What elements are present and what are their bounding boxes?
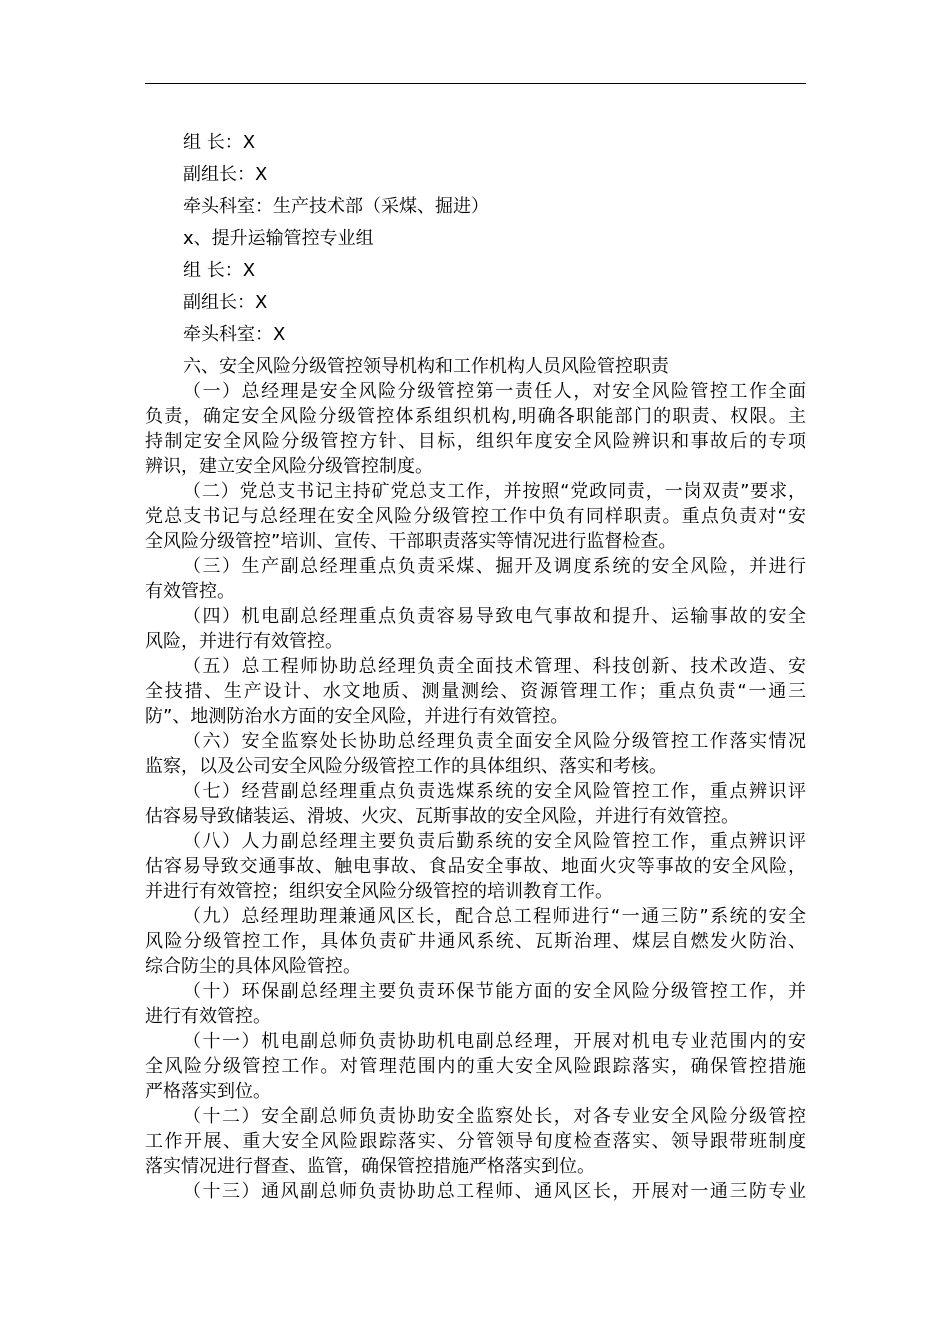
- roster-line: 组 长：X: [183, 260, 256, 281]
- roster-line: 牵头科室：生产技术部（采煤、掘进）: [183, 196, 489, 217]
- paragraph-line: 估容易导致储装运、滑坡、火灾、瓦斯事故的安全风险，并进行有效管控。: [145, 806, 739, 827]
- paragraph-line: 负责，确定安全风险分级管控体系组织机构,明确各职能部门的职责、权限。主: [145, 406, 806, 427]
- paragraph-line: 持制定安全风险分级管控方针、目标，组织年度安全风险辨识和事故后的专项: [145, 431, 806, 452]
- paragraph-line: （八）人力副总经理主要负责后勤系统的安全风险管控工作，重点辨识评: [183, 831, 806, 852]
- paragraph-line: 全技措、生产设计、水文地质、测量测绘、资源管理工作；重点负责“一通三: [145, 681, 806, 702]
- paragraph-line: （四）机电副总经理重点负责容易导致电气事故和提升、运输事故的安全: [183, 606, 806, 627]
- paragraph-line: （十二）安全副总师负责协助安全监察处长，对各专业安全风险分级管控: [183, 1106, 806, 1127]
- roster-line: 副组长：X: [183, 164, 268, 185]
- paragraph-line: 落实情况进行督查、监管，确保管控措施严格落实到位。: [145, 1156, 595, 1177]
- paragraph-line: 全风险分级管控”培训、宣传、干部职责落实等情况进行监督检查。: [145, 531, 677, 552]
- paragraph-line: （七）经营副总经理重点负责选煤系统的安全风险管控工作，重点辨识评: [183, 781, 806, 802]
- paragraph-line: 党总支书记与总经理在安全风险分级管控工作中负有同样职责。重点负责对“安: [145, 506, 806, 527]
- paragraph-line: 风险，并进行有效管控。: [145, 631, 343, 652]
- paragraph-line: 风险分级管控工作，具体负责矿井通风系统、瓦斯治理、煤层自燃发火防治、: [145, 931, 806, 952]
- roster-line: x、提升运输管控专业组: [183, 228, 374, 249]
- paragraph-line: 有效管控。: [145, 581, 235, 602]
- roster-line: 组 长：X: [183, 132, 256, 153]
- paragraph-line: （九）总经理助理兼通风区长，配合总工程师进行“一通三防”系统的安全: [183, 906, 806, 927]
- paragraph-line: （十一）机电副总师负责协助机电副总经理，开展对机电专业范围内的安: [183, 1031, 806, 1052]
- paragraph-line: （一）总经理是安全风险分级管控第一责任人，对安全风险管控工作全面: [183, 381, 806, 402]
- paragraph-line: （六）安全监察处长协助总经理负责全面安全风险分级管控工作落实情况: [183, 731, 806, 752]
- paragraph-line: 并进行有效管控；组织安全风险分级管控的培训教育工作。: [145, 881, 613, 902]
- paragraph-line: （五）总工程师协助总经理负责全面技术管理、科技创新、技术改造、安: [183, 656, 806, 677]
- roster-line: 牵头科室：X: [183, 324, 286, 345]
- paragraph-line: 严格落实到位。: [145, 1081, 271, 1102]
- paragraph-line: （十三）通风副总师负责协助总工程师、通风区长，开展对一通三防专业: [183, 1181, 806, 1202]
- paragraph-line: 综合防尘的具体风险管控。: [145, 956, 361, 977]
- paragraph-line: 进行有效管控。: [145, 1006, 271, 1027]
- paragraph-line: 防”、地测防治水方面的安全风险，并进行有效管控。: [145, 706, 569, 727]
- paragraph-line: （三）生产副总经理重点负责采煤、掘开及调度系统的安全风险，并进行: [183, 556, 806, 577]
- paragraph-line: 全风险分级管控工作。对管理范围内的重大安全风险跟踪落实，确保管控措施: [145, 1056, 806, 1077]
- paragraph-line: （十）环保副总经理主要负责环保节能方面的安全风险分级管控工作，并: [183, 981, 806, 1002]
- paragraph-line: 工作开展、重大安全风险跟踪落实、分管领导旬度检查落实、领导跟带班制度: [145, 1131, 806, 1152]
- paragraph-line: 监察，以及公司安全风险分级管控工作的具体组织、落实和考核。: [145, 756, 667, 777]
- header-rule: [145, 83, 806, 84]
- roster-line: 副组长：X: [183, 292, 268, 313]
- section-heading: 六、安全风险分级管控领导机构和工作机构人员风险管控职责: [183, 356, 669, 377]
- paragraph-line: 估容易导致交通事故、触电事故、食品安全事故、地面火灾等事故的安全风险，: [145, 856, 806, 877]
- paragraph-line: （二）党总支书记主持矿党总支工作，并按照“党政同责，一岗双责”要求，: [183, 481, 806, 502]
- paragraph-line: 辨识，建立安全风险分级管控制度。: [145, 456, 433, 477]
